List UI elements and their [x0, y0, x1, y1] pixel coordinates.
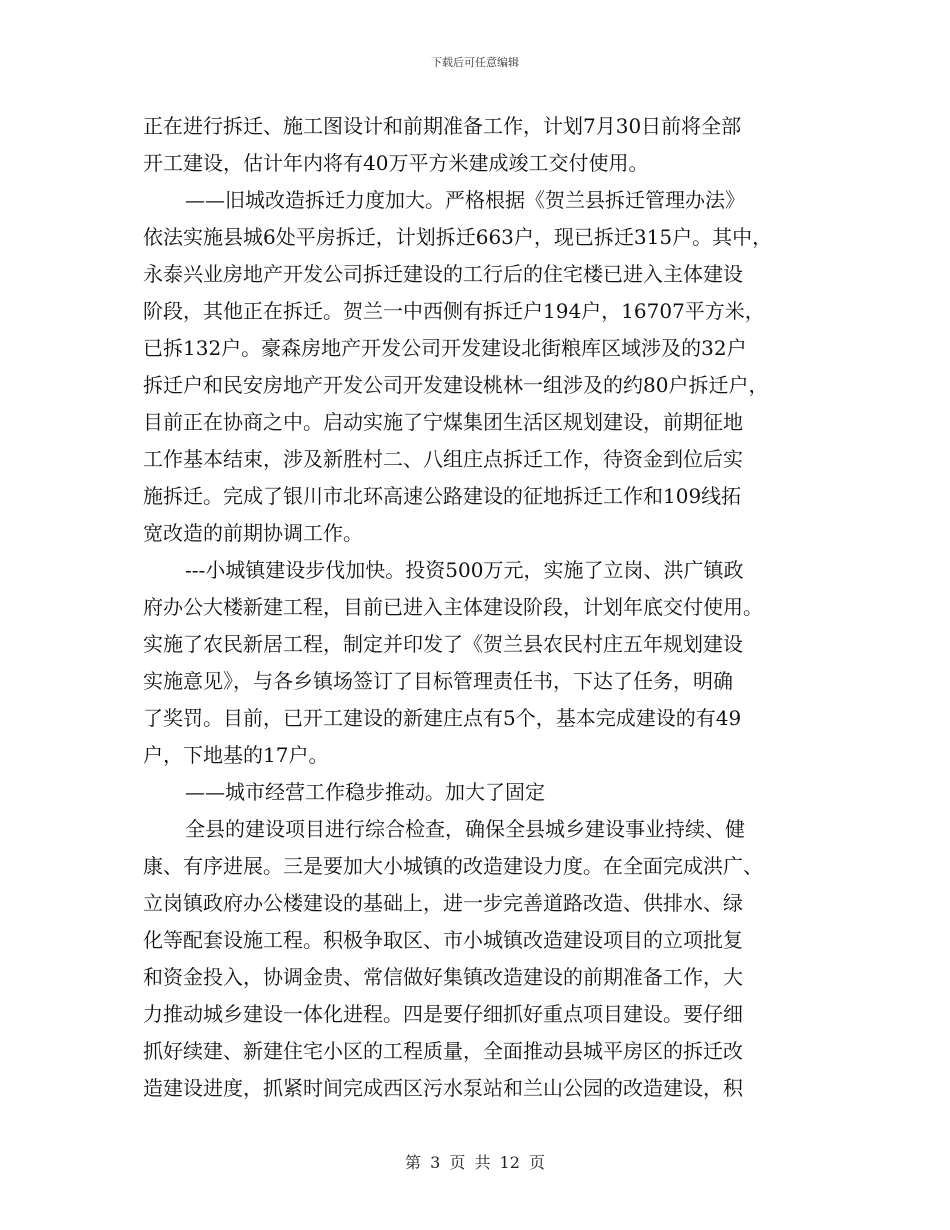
body-line-20: 全县的建设项目进行综合检查，确保全县城乡建设事业持续、健 [185, 817, 745, 841]
body-line-5: 永泰兴业房地产开发公司拆迁建设的工行后的住宅楼已进入主体建设 [143, 262, 743, 286]
body-line-2: 开工建设，估计年内将有40万平方米建成竣工交付使用。 [143, 151, 649, 175]
body-line-27: 造建设进度，抓紧时间完成西区污水泵站和兰山公园的改造建设，积 [143, 1076, 743, 1100]
body-line-8: 拆迁户和民安房地产开发公司开发建设桃林一组涉及的约80户拆迁户， [143, 373, 769, 397]
body-line-12: 宽改造的前期协调工作。 [143, 521, 363, 545]
body-line-11: 施拆迁。完成了银川市北环高速公路建设的征地拆迁工作和109线拓 [143, 484, 742, 508]
body-line-23: 化等配套设施工程。积极争取区、市小城镇改造建设项目的立项批复 [143, 928, 743, 952]
body-line-10: 工作基本结束，涉及新胜村二、八组庄点拆迁工作，待资金到位后实 [143, 447, 743, 471]
body-line-22: 立岗镇政府办公楼建设的基础上，进一步完善道路改造、供排水、绿 [143, 891, 743, 915]
body-line-14: 府办公大楼新建工程，目前已进入主体建设阶段，计划年底交付使用。 [143, 595, 763, 619]
body-line-19: ——城市经营工作稳步推动。加大了固定 [185, 780, 545, 804]
body-line-3: ——旧城改造拆迁力度加大。严格根据《贺兰县拆迁管理办法》 [185, 188, 745, 212]
body-line-25: 力推动城乡建设一体化进程。四是要仔细抓好重点项目建设。要仔细 [143, 1002, 743, 1026]
body-line-4: 依法实施县城6处平房拆迁，计划拆迁663户，现已拆迁315户。其中， [143, 225, 773, 249]
body-line-13: ---小城镇建设步伐加快。投资500万元，实施了立岗、洪广镇政 [185, 558, 744, 582]
body-line-16: 实施意见》，与各乡镇场签订了目标管理责任书，下达了任务，明确 [143, 669, 733, 693]
body-line-9: 目前正在协商之中。启动实施了宁煤集团生活区规划建设，前期征地 [143, 410, 743, 434]
page-header-note: 下载后可任意编辑 [431, 56, 519, 69]
body-line-15: 实施了农民新居工程，制定并印发了《贺兰县农民村庄五年规划建设 [143, 632, 743, 656]
body-line-24: 和资金投入，协调金贵、常信做好集镇改造建设的前期准备工作，大 [143, 965, 743, 989]
body-line-6: 阶段，其他正在拆迁。贺兰一中西侧有拆迁户194户，16707平方米， [143, 299, 765, 323]
body-line-1: 正在进行拆迁、施工图设计和前期准备工作，计划7月30日前将全部 [143, 114, 742, 138]
document-body [143, 108, 813, 1107]
body-line-21: 康、有序进展。三是要加大小城镇的改造建设力度。在全面完成洪广、 [143, 854, 763, 878]
body-line-26: 抓好续建、新建住宅小区的工程质量，全面推动县城平房区的拆迁改 [143, 1039, 743, 1063]
body-line-17: 了奖罚。目前，已开工建设的新建庄点有5个，基本完成建设的有49 [143, 706, 742, 730]
body-line-7: 已拆132户。豪森房地产开发公司开发建设北街粮库区域涉及的32户 [143, 336, 747, 360]
page-number: 第 3 页 共 12 页 [405, 1153, 545, 1172]
body-line-18: 户，下地基的17户。 [143, 743, 329, 767]
